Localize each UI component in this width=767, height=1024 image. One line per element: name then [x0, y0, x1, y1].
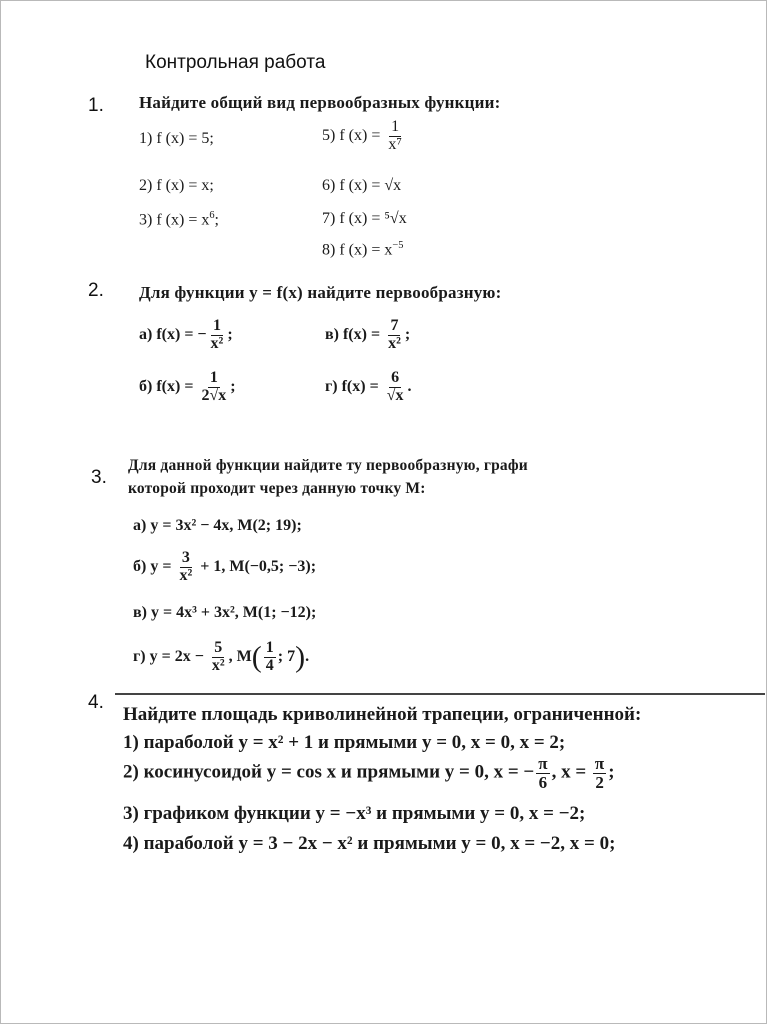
task2-item-b: б) f(x) = $\frac{1}{2√x}$ ; [139, 369, 236, 404]
task1-item-5: 5) f (x) = $\frac{1}{\text{x⁷}}$ [322, 118, 402, 153]
divider-line [115, 693, 765, 695]
page-title: Контрольная работа [145, 52, 326, 73]
task1-heading: Найдите общий вид первообразных функции: [139, 93, 501, 112]
task1-item-1: 1) f (x) = 5; [139, 130, 214, 147]
task3-heading-line2: которой проходит через данную точку M: [128, 480, 426, 497]
task1-item-6: 6) f (x) = √x [322, 177, 402, 194]
task4-item-2-fraction-2: $\frac{\pi}{2}$ [594, 754, 605, 792]
task2-item-a: а) f(x) = − $\frac{1}{\text{x²}}$ ; [139, 317, 233, 352]
task1-item-8: 8) f $(x) = x^{-5}$ [322, 240, 404, 259]
task4-item-2: 2) косинусоидой y = cos x и прямыми y = 0, x = − $\frac{\pi}{6}$ , x = $\frac{\pi}{2}$ ; [123, 754, 615, 792]
task3-heading-line1: Для данной функции найдите ту первообразную, графи [128, 457, 528, 474]
task4-number: 4. [88, 692, 104, 713]
task2-item-v: в) f(x) = $\frac{7}{\text{x²}}$ ; [325, 317, 411, 352]
task3-item-g-point-fraction: $\frac{1}{4}$ [265, 639, 274, 674]
task3-item-b: б) y = $\frac{3}{\text{x²}}$ + 1, M(−0,5; −3); [133, 549, 317, 584]
task1-number: 1. [88, 95, 104, 116]
task4-item-2-fraction-1: $\frac{\pi}{6}$ [538, 754, 548, 792]
task1-item-2: 2) f (x) = x; [139, 177, 214, 194]
task1-item-7: 7) f (x) = ⁵√x [322, 210, 407, 227]
task4-item-4: 4) параболой y = 3 − 2x − x² и прямыми y = 0, x = −2, x = 0; [123, 833, 616, 854]
task4-heading: Найдите площадь криволинейной трапеции, ограниченной: [123, 704, 642, 725]
task3-item-g-fraction: $\frac{5}{\text{x²}}$ [211, 639, 225, 674]
task2-item-g-fraction: $\frac{6}{√x}$ [386, 369, 404, 404]
task3-item-v: в) y = 4x³ + 3x², M(1; −12); [133, 604, 317, 621]
task4-item-3: 3) графиком функции y = −x³ и прямыми y = 0, x = −2; [123, 803, 586, 824]
task1-item-5-fraction: $\frac{1}{\text{x⁷}}$ [388, 118, 402, 153]
task2-number: 2. [88, 280, 104, 301]
task3-item-g: г) y = 2x − $\frac{5}{\text{x²}}$ , M( $\frac{1}{4}$ ; 7). [133, 639, 310, 674]
task3-item-a: а) y = 3x² − 4x, M(2; 19); [133, 517, 302, 534]
task1-item-3: 3) f $(x) = x^6$; [139, 210, 219, 229]
task4-item-1: 1) параболой y = x² + 1 и прямыми y = 0, x = 0, x = 2; [123, 732, 566, 753]
task2-item-b-fraction: $\frac{1}{2√x}$ [201, 369, 227, 404]
task2-item-g: г) f(x) = $\frac{6}{√x}$ . [325, 369, 412, 404]
task2-heading: Для функции y = f(x) найдите первообразную: [139, 283, 502, 302]
task2-item-v-fraction: $\frac{7}{\text{x²}}$ [388, 317, 401, 352]
task2-item-a-fraction: $\frac{1}{\text{x²}}$ [210, 317, 224, 352]
task3-number: 3. [91, 467, 107, 488]
task3-item-b-fraction: $\frac{3}{\text{x²}}$ [179, 549, 193, 584]
